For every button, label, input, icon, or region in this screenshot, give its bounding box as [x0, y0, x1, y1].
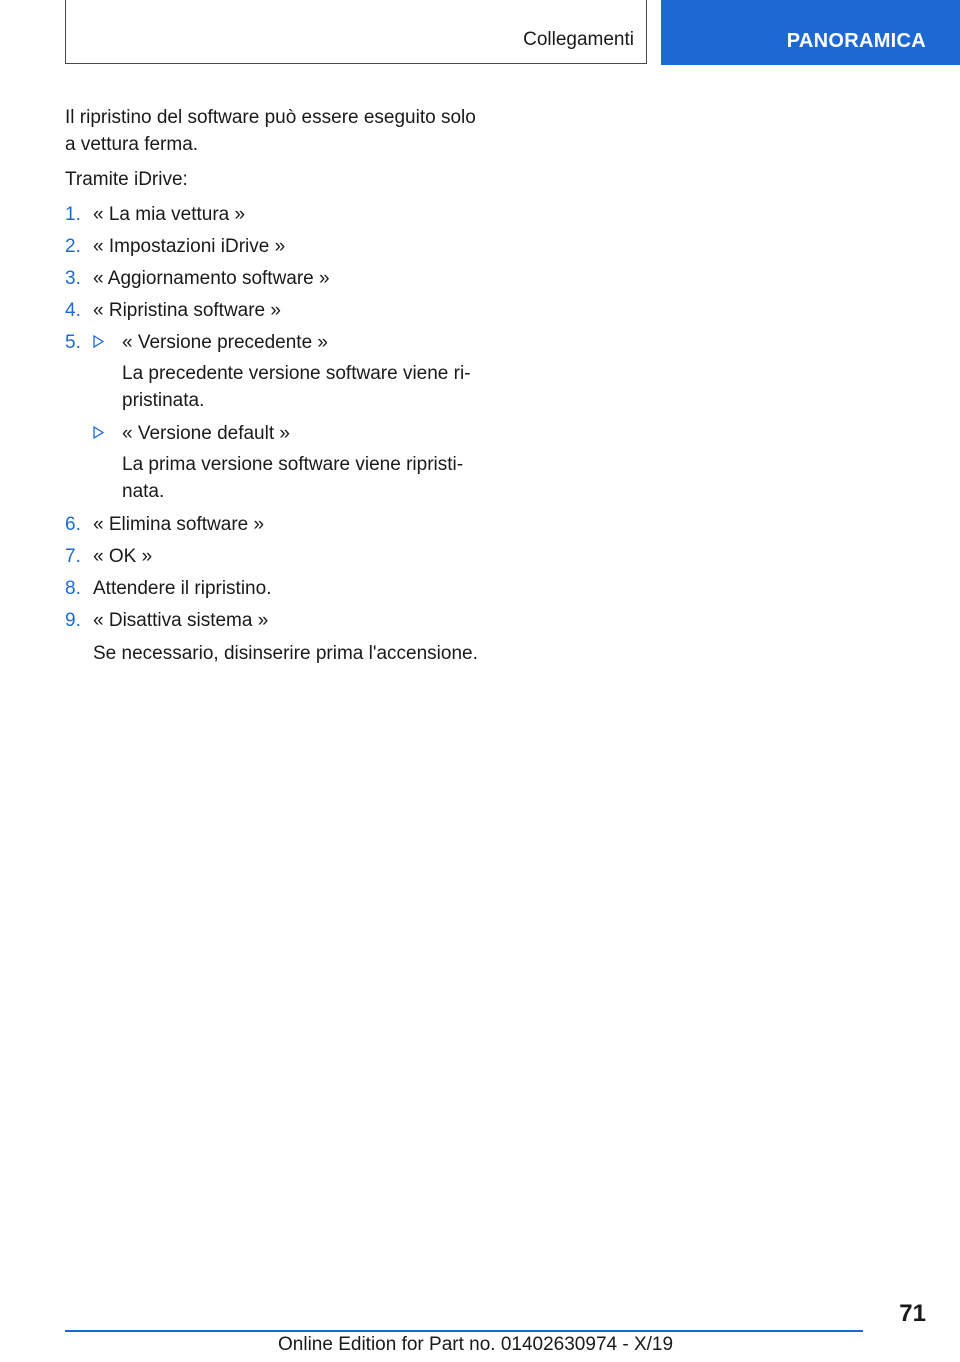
section-title: Collegamenti [523, 29, 634, 50]
step-text: « OK » [93, 546, 153, 567]
step-number: 8. [65, 578, 81, 599]
option-label: « Versione precedente » [122, 332, 328, 353]
step-number: 5. [65, 332, 81, 353]
option-item [93, 329, 485, 414]
step-text: « Aggiornamento software » [93, 268, 330, 289]
option-item [93, 420, 485, 505]
footer-divider [65, 1330, 863, 1332]
list-item [65, 543, 485, 570]
list-item [65, 511, 485, 538]
intro-paragraph: Il ripristino del software può essere eseguito solo a vettura ferma. [65, 107, 476, 155]
option-description: La precedente versione software viene ri-pristinata. [122, 363, 471, 411]
step-text: « Ripristina software » [93, 300, 281, 321]
footer-edition: Online Edition for Part no. 01402630974 - X/19 [278, 1334, 674, 1355]
steps-list [65, 201, 485, 667]
list-item [65, 265, 485, 292]
idrive-lead: Tramite iDrive: [65, 169, 188, 190]
step-note: Se necessario, disinserire prima l'accensione. [93, 643, 478, 664]
step-number: 7. [65, 546, 81, 567]
step-number: 2. [65, 236, 81, 257]
list-item [65, 201, 485, 228]
step-text: Attendere il ripristino. [93, 578, 272, 599]
step-number: 3. [65, 268, 81, 289]
tab-panoramica[interactable] [661, 0, 960, 65]
tab-label: PANORAMICA [786, 30, 926, 52]
step-number: 6. [65, 514, 81, 535]
step-number: 9. [65, 610, 81, 631]
option-label: « Versione default » [122, 423, 290, 444]
step-text: « Elimina software » [93, 514, 265, 535]
list-item [65, 575, 485, 602]
step-number: 1. [65, 204, 81, 225]
list-item [65, 607, 485, 667]
list-item [65, 297, 485, 324]
step-number: 4. [65, 300, 81, 321]
main-content [65, 104, 485, 672]
list-item [65, 329, 485, 505]
step-text: « La mia vettura » [93, 204, 246, 225]
step-text: « Disattiva sistema » [93, 610, 269, 631]
page-number: 71 [899, 1300, 926, 1327]
option-description: La prima versione software viene ripristi-nata. [122, 454, 464, 502]
triangle-bullet-icon [93, 426, 104, 439]
list-item [65, 233, 485, 260]
step-text: « Impostazioni iDrive » [93, 236, 286, 257]
option-list [93, 329, 485, 505]
triangle-bullet-icon [93, 335, 104, 348]
